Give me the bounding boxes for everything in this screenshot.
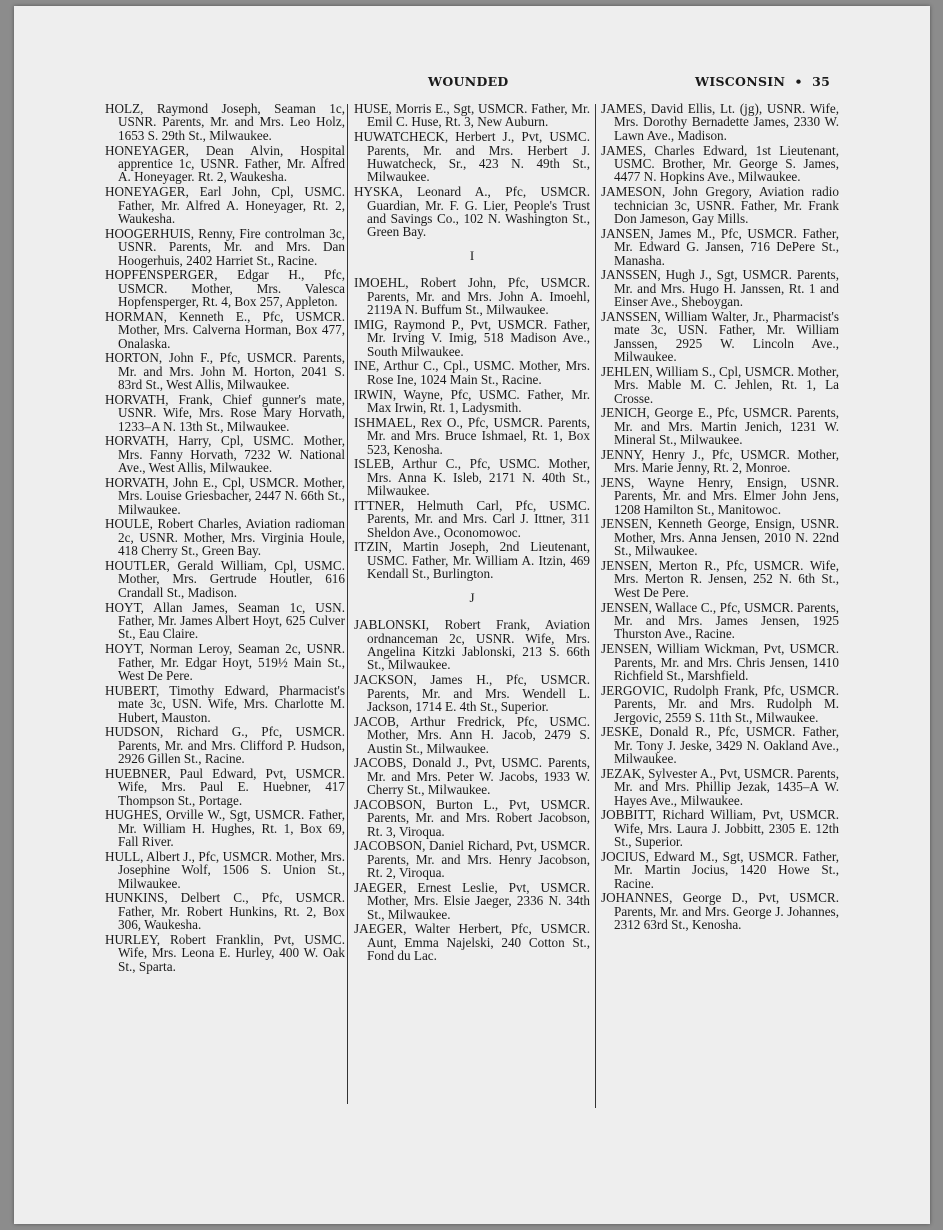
casualty-entry: JAEGER, Walter Herbert, Pfc, USMCR. Aunt, Emma Najelski, 240 Cotton St., Fond du Lac. [354, 921, 590, 964]
casualty-entry: JENNY, Henry J., Pfc, USMCR. Mother, Mrs. Marie Jenny, Rt. 2, Monroe. [601, 446, 839, 476]
casualty-entry: JANSSEN, Hugh J., Sgt, USMCR. Parents, Mr. and Mrs. Hugo H. Janssen, Rt. 1 and Einser Ave., Sheboygan. [601, 267, 839, 310]
casualty-entry: HORMAN, Kenneth E., Pfc, USMCR. Mother, Mrs. Calverna Horman, Box 477, Onalaska. [105, 308, 345, 351]
casualty-entry: HORTON, John F., Pfc, USMCR. Parents, Mr. and Mrs. John M. Horton, 2041 S. 83rd St., West Allis, Milwaukee. [105, 350, 345, 393]
casualty-entry: ITTNER, Helmuth Carl, Pfc, USMC. Parents, Mr. and Mrs. Carl J. Ittner, 311 Sheldon Ave., Oconomowoc. [354, 497, 590, 540]
running-head [695, 74, 830, 89]
casualty-entry: IMIG, Raymond P., Pvt, USMCR. Father, Mr. Irving V. Imig, 518 Madison Ave., South Milwaukee. [354, 316, 590, 359]
casualty-entry: HUWATCHECK, Herbert J., Pvt, USMC. Parents, Mr. and Mrs. Herbert J. Huwatcheck, Sr., 423 N. 49th St., Milwaukee. [354, 129, 590, 185]
casualty-entry: INE, Arthur C., Cpl., USMC. Mother, Mrs. Rose Ine, 1024 Main St., Racine. [354, 358, 590, 387]
casualty-entry: JOBBITT, Richard William, Pvt, USMCR. Wife, Mrs. Laura J. Jobbitt, 2305 E. 12th St., Superior. [601, 807, 839, 850]
casualty-entry: HUSE, Morris E., Sgt, USMCR. Father, Mr. Emil C. Huse, Rt. 3, New Auburn. [354, 101, 590, 130]
casualty-entry: JENSEN, Wallace C., Pfc, USMCR. Parents, Mr. and Mrs. James Jensen, 1925 Thurston Ave., Racine. [601, 599, 839, 642]
casualty-entry: ISLEB, Arthur C., Pfc, USMC. Mother, Mrs. Anna K. Isleb, 2171 N. 40th St., Milwaukee. [354, 456, 590, 499]
casualty-entry: HORVATH, Harry, Cpl, USMC. Mother, Mrs. Fanny Horvath, 7232 W. National Ave., West Allis, Milwaukee. [105, 433, 345, 476]
casualty-entry: HUEBNER, Paul Edward, Pvt, USMCR. Wife, Mrs. Paul E. Huebner, 417 Thompson St., Portage. [105, 765, 345, 808]
column-divider [595, 104, 596, 1108]
casualty-entry: HUGHES, Orville W., Sgt, USMCR. Father, Mr. William H. Hughes, Rt. 1, Box 69, Fall River. [105, 807, 345, 850]
casualty-entry: JERGOVIC, Rudolph Frank, Pfc, USMCR. Parents, Mr. and Mrs. Rudolph M. Jergovic, 2559 S. 11th St., Milwaukee. [601, 682, 839, 725]
casualty-entry: IRWIN, Wayne, Pfc, USMC. Father, Mr. Max Irwin, Rt. 1, Ladysmith. [354, 386, 590, 415]
document-page [14, 6, 930, 1224]
casualty-entry: JABLONSKI, Robert Frank, Aviation ordnanceman 2c, USNR. Wife, Mrs. Angelina Kitzki Jablonski, 213 S. 66th St., Milwaukee. [354, 617, 590, 673]
column-2 [354, 102, 590, 964]
casualty-entry: JOCIUS, Edward M., Sgt, USMCR. Father, Mr. Martin Jocius, 1420 Howe St., Racine. [601, 848, 839, 891]
casualty-entry: HONEYAGER, Earl John, Cpl, USMC. Father, Mr. Alfred A. Honeyager, Rt. 2, Waukesha. [105, 184, 345, 226]
casualty-entry: JENSEN, Merton R., Pfc, USMCR. Wife, Mrs. Merton R. Jensen, 252 N. 6th St., West De Pere. [601, 558, 839, 600]
casualty-entry: HOOGERHUIS, Renny, Fire controlman 3c, USNR. Parents, Mr. and Mrs. Dan Hoogerhuis, 2402 Harriet St., Racine. [105, 225, 345, 268]
casualty-entry: JACOB, Arthur Fredrick, Pfc, USMC. Mother, Mrs. Ann H. Jacob, 2479 S. Austin St., Milwaukee. [354, 713, 590, 756]
casualty-entry: JAMES, David Ellis, Lt. (jg), USNR. Wife, Mrs. Dorothy Bernadette James, 2330 W. Lawn Ave., Madison. [601, 101, 839, 143]
casualty-entry: HOUTLER, Gerald William, Cpl, USMC. Mother, Mrs. Gertrude Houtler, 616 Crandall St., Madison. [105, 558, 345, 600]
casualty-entry: JACOBSON, Burton L., Pvt, USMCR. Parents, Mr. and Mrs. Robert Jacobson, Rt. 3, Viroqua. [354, 796, 590, 839]
casualty-entry: HUNKINS, Delbert C., Pfc, USMCR. Father, Mr. Robert Hunkins, Rt. 2, Box 306, Waukesha. [105, 890, 345, 933]
page-header [14, 74, 930, 94]
casualty-entry: JANSSEN, William Walter, Jr., Pharmacist's mate 3c, USN. Father, Mr. William Janssen, 2925 W. Lincoln Ave., Milwaukee. [601, 308, 839, 365]
casualty-entry: JAEGER, Ernest Leslie, Pvt, USMCR. Mother, Mrs. Elsie Jaeger, 2336 N. 34th St., Milwaukee. [354, 879, 590, 922]
section-title: WOUNDED [428, 74, 509, 89]
casualty-entry: HULL, Albert J., Pfc, USMCR. Mother, Mrs. Josephine Wolf, 1506 S. Union St., Milwaukee. [105, 848, 345, 891]
casualty-entry: HOULE, Robert Charles, Aviation radioman 2c, USNR. Mother, Mrs. Virginia Houle, 418 Cherry St., Green Bay. [105, 516, 345, 559]
casualty-entry: IMOEHL, Robert John, Pfc, USMCR. Parents, Mr. and Mrs. John A. Imoehl, 2119A N. Buffum St., Milwaukee. [354, 275, 590, 318]
casualty-entry: HURLEY, Robert Franklin, Pvt, USMC. Wife, Mrs. Leona E. Hurley, 400 W. Oak St., Sparta. [105, 931, 345, 974]
page-number: 35 [812, 74, 831, 89]
casualty-entry: HONEYAGER, Dean Alvin, Hospital apprentice 1c, USNR. Father, Mr. Alfred A. Honeyager. Rt. 2, Waukesha. [105, 142, 345, 185]
casualty-entry: JEZAK, Sylvester A., Pvt, USMCR. Parents, Mr. and Mrs. Phillip Jezak, 1435–A W. Hayes Ave., Milwaukee. [601, 765, 839, 808]
header-bullet: • [794, 74, 803, 89]
section-letter: I [469, 247, 475, 263]
casualty-entry: HOLZ, Raymond Joseph, Seaman 1c, USNR. Parents, Mr. and Mrs. Leo Holz, 1653 S. 29th St., Milwaukee. [105, 101, 345, 143]
casualty-entry: HUBERT, Timothy Edward, Pharmacist's mate 3c, USN. Wife, Mrs. Charlotte M. Hubert, Mauston. [105, 682, 345, 725]
casualty-entry: ITZIN, Martin Joseph, 2nd Lieutenant, USMC. Father, Mr. William A. Itzin, 469 Kendall St., Burlington. [354, 539, 590, 582]
casualty-entry: JANSEN, James M., Pfc, USMCR. Father, Mr. Edward G. Jansen, 716 DePere St., Manasha. [601, 225, 839, 268]
casualty-entry: HORVATH, Frank, Chief gunner's mate, USNR. Wife, Mrs. Rose Mary Horvath, 1233–A N. 13th St., Milwaukee. [105, 391, 345, 434]
column-divider [347, 104, 348, 1104]
casualty-entry: HOYT, Allan James, Seaman 1c, USN. Father, Mr. James Albert Hoyt, 625 Culver St., Eau Claire. [105, 599, 345, 642]
casualty-entry: HORVATH, John E., Cpl, USMCR. Mother, Mrs. Louise Griesbacher, 2447 N. 66th St., Milwaukee. [105, 474, 345, 517]
casualty-entry: JAMES, Charles Edward, 1st Lieutenant, USMC. Brother, Mr. George S. James, 4477 N. Hopkins Ave., Milwaukee. [601, 142, 839, 185]
casualty-entry: JACKSON, James H., Pfc, USMCR. Parents, Mr. and Mrs. Wendell L. Jackson, 1714 E. 4th St., Superior. [354, 672, 590, 714]
casualty-entry: JOHANNES, George D., Pvt, USMCR. Parents, Mr. and Mrs. George J. Johannes, 2312 63rd St., Kenosha. [601, 890, 839, 933]
column-1 [105, 102, 345, 974]
casualty-entry: JENSEN, Kenneth George, Ensign, USNR. Mother, Mrs. Anna Jensen, 2010 N. 22nd St., Milwaukee. [601, 516, 839, 559]
section-letter: J [469, 589, 475, 605]
state-name: WISCONSIN [695, 74, 786, 89]
casualty-entry: JENSEN, William Wickman, Pvt, USMCR. Parents, Mr. and Mrs. Chris Jensen, 1410 Richfield St., Marshfield. [601, 641, 839, 684]
casualty-entry: JACOBSON, Daniel Richard, Pvt, USMCR. Parents, Mr. and Mrs. Henry Jacobson, Rt. 2, Viroqua. [354, 838, 590, 881]
casualty-entry: HOPFENSPERGER, Edgar H., Pfc, USMCR. Mother, Mrs. Valesca Hopfensperger, Rt. 4, Box 257, Appleton. [105, 267, 345, 310]
casualty-entry: HUDSON, Richard G., Pfc, USMCR. Parents, Mr. and Mrs. Clifford P. Hudson, 2926 Gillen St., Racine. [105, 724, 345, 767]
casualty-entry: JENICH, George E., Pfc, USMCR. Parents, Mr. and Mrs. Martin Jenich, 1231 W. Mineral St., Milwaukee. [601, 405, 839, 448]
casualty-entry: HOYT, Norman Leroy, Seaman 2c, USNR. Father, Mr. Edgar Hoyt, 519½ Main St., West De Pere. [105, 641, 345, 684]
casualty-entry: JAMESON, John Gregory, Aviation radio technician 3c, USNR. Father, Mr. Frank Don Jameson, Gay Mills. [601, 184, 839, 226]
casualty-entry: JACOBS, Donald J., Pvt, USMC. Parents, Mr. and Mrs. Peter W. Jacobs, 1933 W. Cherry St., Milwaukee. [354, 755, 590, 798]
casualty-entry: ISHMAEL, Rex O., Pfc, USMCR. Parents, Mr. and Mrs. Bruce Ishmael, Rt. 1, Box 523, Kenosha. [354, 414, 590, 457]
casualty-entry: JEHLEN, William S., Cpl, USMCR. Mother, Mrs. Mable M. C. Jehlen, Rt. 1, La Crosse. [601, 363, 839, 406]
casualty-entry: JENS, Wayne Henry, Ensign, USNR. Parents, Mr. and Mrs. Elmer John Jens, 1208 Hamilton St., Manitowoc. [601, 474, 839, 517]
casualty-entry: JESKE, Donald R., Pfc, USMCR. Father, Mr. Tony J. Jeske, 3429 N. Oakland Ave., Milwaukee. [601, 724, 839, 767]
column-3 [601, 102, 839, 933]
casualty-entry: HYSKA, Leonard A., Pfc, USMCR. Guardian, Mr. F. G. Lier, People's Trust and Savings Co., 102 N. Washington St., Green Bay. [354, 184, 590, 240]
